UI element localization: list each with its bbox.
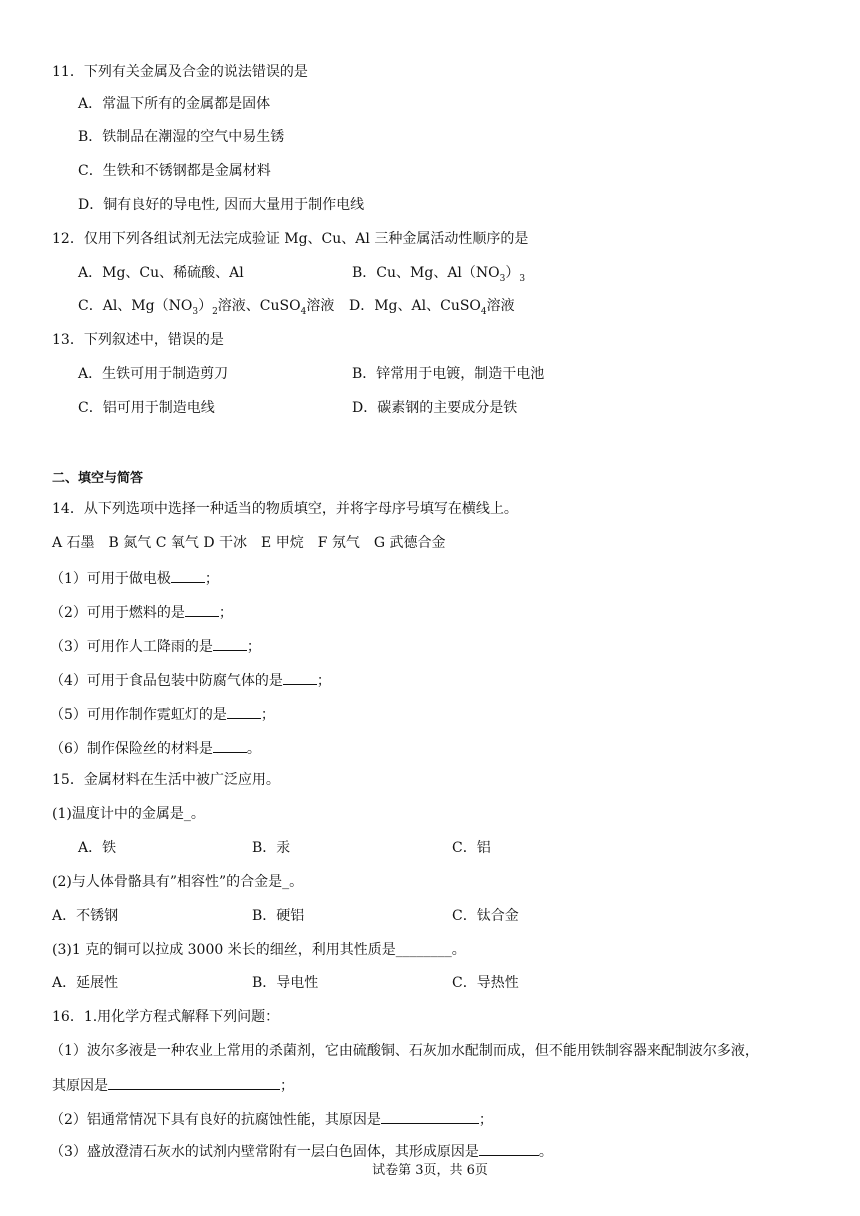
q11-option-b: B．铁制品在潮湿的空气中易生锈 bbox=[78, 129, 285, 145]
q11-option-a: A．常温下所有的金属都是固体 bbox=[78, 96, 271, 112]
q14-sub-1-text: （1）可用于做电极 bbox=[50, 571, 171, 587]
page-footer: 试卷第 3页，共 6页 bbox=[372, 1163, 488, 1178]
answer-blank[interactable] bbox=[381, 1109, 479, 1124]
q14-options: A 石墨 B 氮气 C 氧气 D 干冰 E 甲烷 F 氖气 G 武德合金 bbox=[52, 535, 446, 551]
q14-sub-3 bbox=[50, 636, 261, 656]
q13-option-c: C．铝可用于制造电线 bbox=[78, 400, 215, 416]
q12-option-a: A．Mg、Cu、稀硫酸、Al bbox=[78, 265, 244, 281]
q12-option-c-sub: 3 bbox=[192, 306, 199, 317]
answer-blank[interactable] bbox=[213, 636, 247, 651]
q14-sub-6-text: （6）制作保险丝的材料是 bbox=[50, 741, 213, 757]
answer-blank[interactable] bbox=[227, 704, 261, 719]
semicolon: ； bbox=[260, 707, 275, 723]
q14-sub-5-text: （5）可用作制作霓虹灯的是 bbox=[50, 707, 227, 723]
answer-blank[interactable] bbox=[108, 1075, 280, 1090]
q13-option-d: D．碳素钢的主要成分是铁 bbox=[352, 400, 518, 416]
q15-part-3-option-a: A．延展性 bbox=[52, 975, 119, 991]
q15-part-2-option-a: A．不锈钢 bbox=[52, 908, 119, 924]
q14-sub-4-text: （4）可用于食品包装中防腐气体的是 bbox=[50, 673, 283, 689]
q14-sub-2-text: （2）可用于燃料的是 bbox=[50, 605, 185, 621]
q12-option-b-sub: 3 bbox=[499, 273, 506, 284]
q14-sub-4 bbox=[50, 670, 331, 690]
answer-blank[interactable] bbox=[171, 568, 205, 583]
answer-blank[interactable] bbox=[283, 670, 317, 685]
q16-stem: 16．1.用化学方程式解释下列问题： bbox=[52, 1009, 280, 1025]
q15-part-1: (1)温度计中的金属是_。 bbox=[52, 806, 205, 822]
q12-option-b bbox=[352, 264, 525, 288]
section-heading: 二、填空与简答 bbox=[52, 471, 144, 486]
q13-stem: 13．下列叙述中，错误的是 bbox=[52, 332, 224, 348]
q12-option-b-sub: 3 bbox=[519, 273, 526, 284]
q16-sub-1-text: 其原因是 bbox=[52, 1078, 108, 1094]
semicolon: ； bbox=[246, 639, 261, 655]
q11-option-d: D．铜有良好的导电性, 因而大量用于制作电线 bbox=[78, 197, 365, 213]
q11-stem: 11．下列有关金属及合金的说法错误的是 bbox=[52, 64, 308, 80]
q12-option-d-text: D．Mg、Al、CuSO bbox=[349, 298, 481, 314]
q16-sub-2 bbox=[50, 1109, 493, 1129]
q12-option-c-sub: 4 bbox=[300, 306, 307, 317]
q14-stem: 14．从下列选项中选择一种适当的物质填空，并将字母序号填写在横线上。 bbox=[52, 501, 518, 517]
period: 。 bbox=[246, 741, 261, 757]
q14-sub-1 bbox=[50, 568, 219, 588]
semicolon: ； bbox=[478, 1112, 493, 1128]
q15-part-3: (3)1 克的铜可以拉成 3000 米长的细丝，利用其性质是________。 bbox=[52, 942, 466, 958]
q14-sub-3-text: （3）可用作人工降雨的是 bbox=[50, 639, 213, 655]
q15-part-2: (2)与人体骨骼具有”相容性”的合金是_。 bbox=[52, 874, 304, 890]
q12-option-d bbox=[349, 297, 515, 321]
q16-sub-3 bbox=[50, 1141, 553, 1161]
semicolon: ； bbox=[316, 673, 331, 689]
period: 。 bbox=[538, 1144, 553, 1160]
q16-sub-1-line-2 bbox=[52, 1075, 294, 1095]
answer-blank[interactable] bbox=[213, 738, 247, 753]
q15-stem: 15．金属材料在生活中被广泛应用。 bbox=[52, 772, 280, 788]
q12-option-c-sub: 2 bbox=[212, 306, 218, 317]
q12-option-c bbox=[78, 297, 334, 321]
q13-option-b: B．锌常用于电镀，制造干电池 bbox=[352, 366, 545, 382]
q12-option-c-text: C．Al、Mg（NO bbox=[78, 298, 193, 314]
q15-part-2-option-c: C．钛合金 bbox=[452, 908, 519, 924]
q15-part-1-option-a: A．铁 bbox=[78, 840, 117, 856]
q15-part-1-option-c: C．铝 bbox=[452, 840, 491, 856]
q13-option-a: A．生铁可用于制造剪刀 bbox=[78, 366, 229, 382]
q15-part-1-option-b: B．汞 bbox=[252, 840, 291, 856]
q12-stem: 12．仅用下列各组试剂无法完成验证 Mg、Cu、Al 三种金属活动性顺序的是 bbox=[52, 231, 529, 247]
q12-option-b-paren: ） bbox=[505, 265, 520, 281]
q16-sub-2-text: （2）铝通常情况下具有良好的抗腐蚀性能，其原因是 bbox=[50, 1112, 381, 1128]
q14-sub-2 bbox=[50, 602, 233, 622]
answer-blank[interactable] bbox=[479, 1141, 539, 1156]
q12-option-b-text: B．Cu、Mg、Al（NO bbox=[352, 265, 500, 281]
q12-option-c-paren: ） bbox=[198, 298, 213, 314]
q15-part-2-option-b: B．硬铝 bbox=[252, 908, 305, 924]
semicolon: ； bbox=[280, 1078, 294, 1094]
q16-sub-1-line-1: （1）波尔多液是一种农业上常用的杀菌剂，它由硫酸铜、石灰加水配制而成，但不能用铁制容器来配制波尔多液， bbox=[50, 1043, 759, 1059]
q15-part-3-option-b: B．导电性 bbox=[252, 975, 319, 991]
semicolon: ； bbox=[218, 605, 233, 621]
semicolon: ； bbox=[204, 571, 219, 587]
q14-sub-6 bbox=[50, 738, 261, 758]
q14-sub-5 bbox=[50, 704, 275, 724]
q12-option-c-text: 溶液 bbox=[306, 298, 335, 314]
q11-option-c: C．生铁和不锈钢都是金属材料 bbox=[78, 163, 271, 179]
q15-part-3-option-c: C．导热性 bbox=[452, 975, 519, 991]
q12-option-d-text: 溶液 bbox=[486, 298, 515, 314]
q16-sub-3-text: （3）盛放澄清石灰水的试剂内壁常附有一层白色固体，其形成原因是 bbox=[50, 1144, 479, 1160]
q12-option-d-sub: 4 bbox=[480, 306, 487, 317]
q12-option-c-text: 溶液、CuSO bbox=[217, 298, 301, 314]
answer-blank[interactable] bbox=[185, 602, 219, 617]
